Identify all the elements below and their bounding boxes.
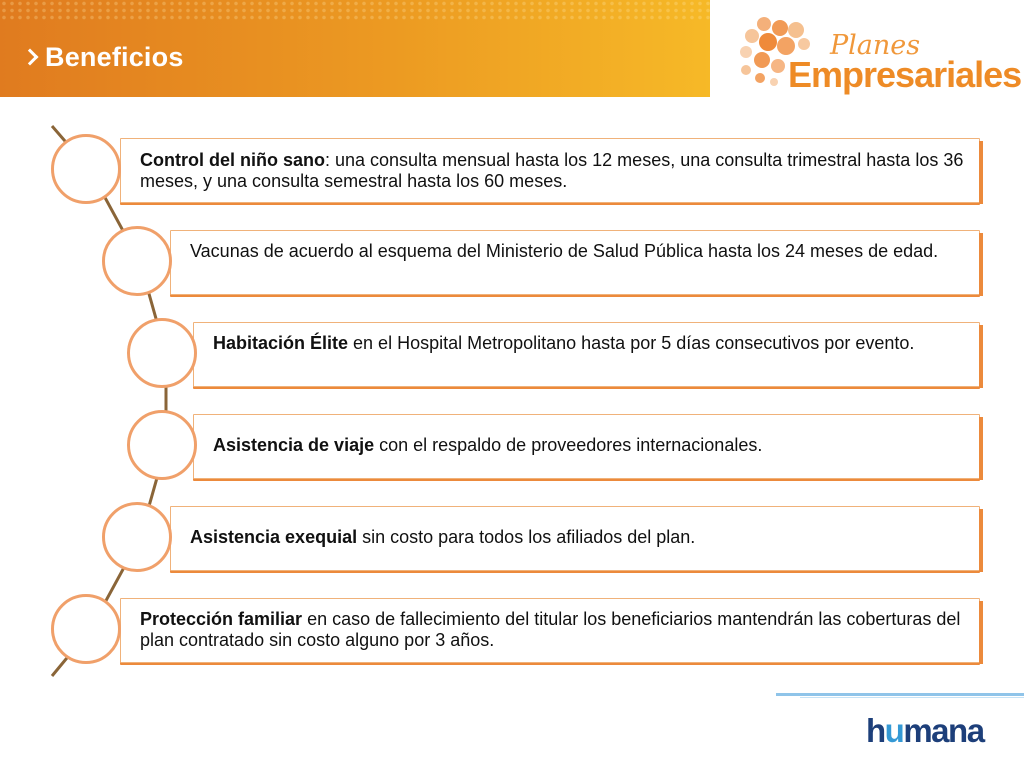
benefit-bold-4: Asistencia de viaje [213, 435, 375, 455]
humana-logo-h: h [866, 712, 885, 749]
benefit-rest-4: con el respaldo de proveedores internacionales. [374, 435, 763, 455]
benefit-box-3 [193, 322, 980, 387]
benefit-text-1 [140, 150, 968, 192]
benefit-bold-3: Habitación Élite [213, 333, 349, 353]
logo-line-2: Empresariales [788, 54, 1022, 95]
chevron-right-icon [22, 49, 39, 66]
header-pattern [0, 0, 710, 22]
timeline-node-3 [127, 318, 197, 388]
page-title [24, 42, 184, 73]
benefit-bold-1: Control del niño sano [140, 150, 325, 170]
page-title-text: Beneficios [45, 42, 184, 72]
benefit-bold-5: Asistencia exequial [190, 527, 358, 547]
benefit-bold-6: Protección familiar [140, 609, 303, 629]
benefit-text-3 [213, 333, 968, 354]
benefit-text-2 [190, 241, 972, 262]
humana-logo [866, 712, 984, 750]
logo-line-1: Planes [830, 30, 921, 61]
benefit-text-6 [140, 609, 968, 651]
header-banner [0, 0, 710, 97]
timeline-node-5 [102, 502, 172, 572]
benefit-text-5 [190, 527, 972, 548]
benefit-rest-5: sin costo para todos los afiliados del plan. [357, 527, 696, 547]
benefit-rest-2: Vacunas de acuerdo al esquema del Ministerio de Salud Pública hasta los 24 meses de edad. [190, 241, 939, 261]
benefit-rest-6: en caso de fallecimiento del titular los beneficiarios mantendrán las coberturas del plan contratado sin costo alguno por 3 años. [140, 609, 961, 650]
humana-logo-u: u [884, 712, 904, 749]
timeline-node-1 [51, 134, 121, 204]
timeline-node-6 [51, 594, 121, 664]
footer-divider-thin [800, 697, 1024, 698]
timeline-node-2 [102, 226, 172, 296]
footer-divider [776, 693, 1024, 696]
benefit-box-2 [170, 230, 980, 295]
timeline-node-4 [127, 410, 197, 480]
planes-empresariales-logo [734, 14, 1022, 95]
benefit-text-4 [213, 435, 968, 456]
humana-logo-rest: mana [903, 712, 984, 749]
benefit-rest-3: en el Hospital Metropolitano hasta por 5 días consecutivos por evento. [348, 333, 915, 353]
benefit-rest-1: : una consulta mensual hasta los 12 meses, una consulta trimestral hasta los 36 meses, y una consulta semestral hasta los 60 meses. [140, 150, 964, 191]
